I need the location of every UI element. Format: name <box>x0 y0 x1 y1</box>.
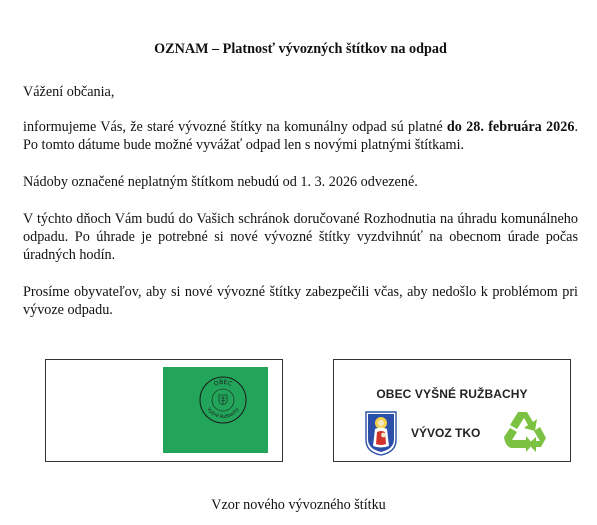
paragraph-decisions: V týchto dňoch Vám budú do Vašich schránok doručované Rozhodnutia na úhradu komunálneho odpadu. Po úhrade je potrebné si nové vývozné štítky vyzdvihnúť na obecnom úrade počas úradných hodín. <box>23 211 578 263</box>
svg-text:OBEC <box>213 379 233 388</box>
recycle-icon <box>500 407 552 457</box>
svg-text:Vyšné Ružbachy <box>206 407 241 420</box>
green-sticker <box>163 367 268 453</box>
paragraph-validity <box>23 118 578 154</box>
stamp-bottom-text: Vyšné Ružbachy <box>205 407 241 421</box>
stamp-top-text: OBEC <box>212 378 234 388</box>
paragraph-request: Prosíme obyvateľov, aby si nové vývozné štítky zabezpečili včas, aby nedošlo k problémom pri vývoze odpadu. <box>23 284 578 318</box>
village-stamp-icon <box>198 375 248 425</box>
waste-collection-label: VÝVOZ TKO <box>411 426 481 440</box>
paragraph-invalid: Nádoby označené neplatným štítkom nebudú od 1. 3. 2026 odvezené. <box>23 174 418 190</box>
sticker-village-title: OBEC VYŠNÉ RUŽBACHY <box>376 387 528 401</box>
notice-title: OZNAM – Platnosť vývozných štítkov na odpad <box>154 41 447 57</box>
deadline-date: do 28. februára 2026 <box>446 119 575 135</box>
paragraph-validity-text-1: informujeme Vás, že staré vývozné štítky na komunálny odpad sú platné <box>23 119 447 135</box>
greeting: Vážení občania, <box>23 84 115 100</box>
new-sticker-image <box>333 359 571 462</box>
old-sticker-image <box>45 359 283 462</box>
notice-document <box>23 40 578 338</box>
municipal-crest-icon <box>364 410 398 456</box>
sticker-caption: Vzor nového vývozného štítku <box>211 497 386 513</box>
paragraph-validity-text-2: . Po tomto dátume bude možné vyvážať odpad len s novými platnými štítkami. <box>23 119 578 153</box>
